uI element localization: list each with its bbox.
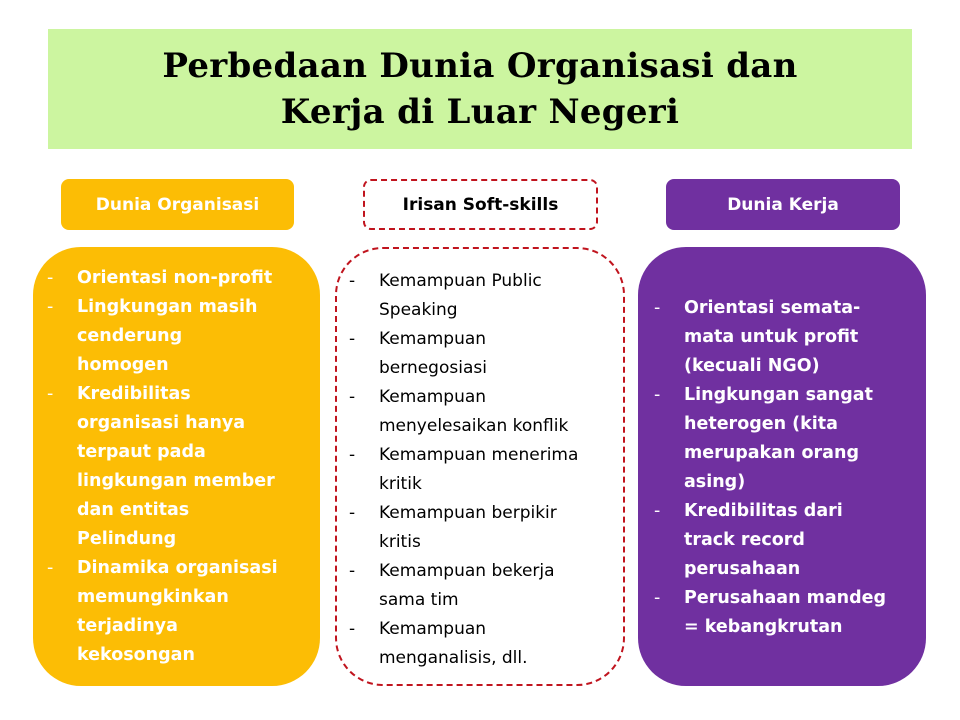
list-item-line: Kemampuan: [379, 619, 487, 639]
list-item: [349, 383, 625, 441]
bullet-dash: -: [349, 271, 356, 291]
list-item-line: menyelesaikan konflik: [379, 416, 569, 436]
list-item: [47, 293, 319, 380]
bullet-dash: -: [654, 298, 661, 318]
list-item: [47, 264, 319, 293]
list-item-line: Pelindung: [77, 529, 177, 549]
list-item-line: menganalisis, dll.: [379, 648, 528, 668]
list-item-text: [684, 584, 924, 642]
list-item-line: heterogen (kita: [684, 414, 838, 434]
list-item-line: kritik: [379, 474, 422, 494]
bullet-dash: -: [349, 329, 356, 349]
list-item-line: (kecuali NGO): [684, 356, 820, 376]
list-item-text: [77, 264, 319, 293]
list-item-line: Kemampuan Public: [379, 271, 542, 291]
list-item-text: [379, 383, 625, 441]
bullet-dash: -: [47, 384, 54, 404]
list-item-line: = kebangkrutan: [684, 617, 843, 637]
panel-dunia-organisasi: [33, 247, 320, 686]
list-item: [349, 499, 625, 557]
list-item-line: Kemampuan: [379, 329, 487, 349]
list-item-text: [684, 294, 924, 381]
bullet-dash: -: [47, 268, 54, 288]
bullet-dash: -: [47, 297, 54, 317]
list-dunia-organisasi: [47, 264, 319, 670]
list-item-line: bernegosiasi: [379, 358, 487, 378]
list-item: [654, 497, 924, 584]
list-item-line: memungkinkan: [77, 587, 229, 607]
list-item-text: [684, 381, 924, 497]
panel-dunia-kerja: [638, 247, 926, 686]
list-item-line: kritis: [379, 532, 421, 552]
list-item-line: Dinamika organisasi: [77, 558, 278, 578]
header-dunia-organisasi: Dunia Organisasi: [61, 179, 294, 230]
list-item-text: [379, 325, 625, 383]
bullet-dash: -: [654, 385, 661, 405]
list-item-line: Kredibilitas: [77, 384, 191, 404]
list-item-line: Kemampuan: [379, 387, 487, 407]
page-title-line-2: Kerja di Luar Negeri: [280, 92, 680, 132]
list-item-line: kekosongan: [77, 645, 195, 665]
list-item: [349, 615, 625, 673]
list-item-line: Kemampuan bekerja: [379, 561, 555, 581]
list-item-line: dan entitas: [77, 500, 190, 520]
list-item: [654, 294, 924, 381]
title-banner: [48, 29, 912, 149]
list-item-line: homogen: [77, 355, 169, 375]
list-item: [654, 381, 924, 497]
list-item-line: sama tim: [379, 590, 459, 610]
list-item-line: Lingkungan masih: [77, 297, 258, 317]
bullet-dash: -: [654, 501, 661, 521]
bullet-dash: -: [349, 503, 356, 523]
list-item-line: track record: [684, 530, 805, 550]
list-dunia-kerja: [654, 294, 924, 642]
list-item-line: merupakan orang: [684, 443, 859, 463]
list-item-line: Kemampuan menerima: [379, 445, 579, 465]
list-item-line: organisasi hanya: [77, 413, 246, 433]
list-item-line: Orientasi non-profit: [77, 268, 273, 288]
list-item-line: asing): [684, 472, 746, 492]
list-item: [654, 584, 924, 642]
list-item-text: [379, 441, 625, 499]
bullet-dash: -: [654, 588, 661, 608]
list-irisan-soft-skills: [349, 267, 625, 673]
list-item-line: Lingkungan sangat: [684, 385, 873, 405]
list-item: [47, 380, 319, 554]
bullet-dash: -: [349, 561, 356, 581]
list-item: [349, 325, 625, 383]
bullet-dash: -: [349, 619, 356, 639]
list-item: [47, 554, 319, 670]
list-item-text: [77, 380, 319, 554]
panel-irisan-soft-skills: [335, 247, 625, 686]
list-item-line: Orientasi semata-: [684, 298, 861, 318]
bullet-dash: -: [47, 558, 54, 578]
header-dunia-kerja: Dunia Kerja: [666, 179, 900, 230]
list-item-line: terjadinya: [77, 616, 178, 636]
list-item: [349, 441, 625, 499]
list-item: [349, 267, 625, 325]
list-item-line: lingkungan member: [77, 471, 275, 491]
list-item-text: [684, 497, 924, 584]
list-item-line: mata untuk profit: [684, 327, 859, 347]
page-title-line-1: Perbedaan Dunia Organisasi dan: [162, 46, 798, 86]
bullet-dash: -: [349, 387, 356, 407]
list-item-text: [379, 499, 625, 557]
list-item-line: cenderung: [77, 326, 183, 346]
list-item-line: terpaut pada: [77, 442, 206, 462]
list-item-text: [379, 267, 625, 325]
header-irisan-soft-skills: Irisan Soft-skills: [363, 179, 598, 230]
list-item-line: Kemampuan berpikir: [379, 503, 557, 523]
list-item-line: Kredibilitas dari: [684, 501, 843, 521]
list-item-text: [77, 293, 319, 380]
list-item-line: Speaking: [379, 300, 458, 320]
list-item-text: [379, 615, 625, 673]
list-item-line: Perusahaan mandeg: [684, 588, 887, 608]
list-item: [349, 557, 625, 615]
bullet-dash: -: [349, 445, 356, 465]
list-item-text: [379, 557, 625, 615]
list-item-line: perusahaan: [684, 559, 801, 579]
list-item-text: [77, 554, 319, 670]
